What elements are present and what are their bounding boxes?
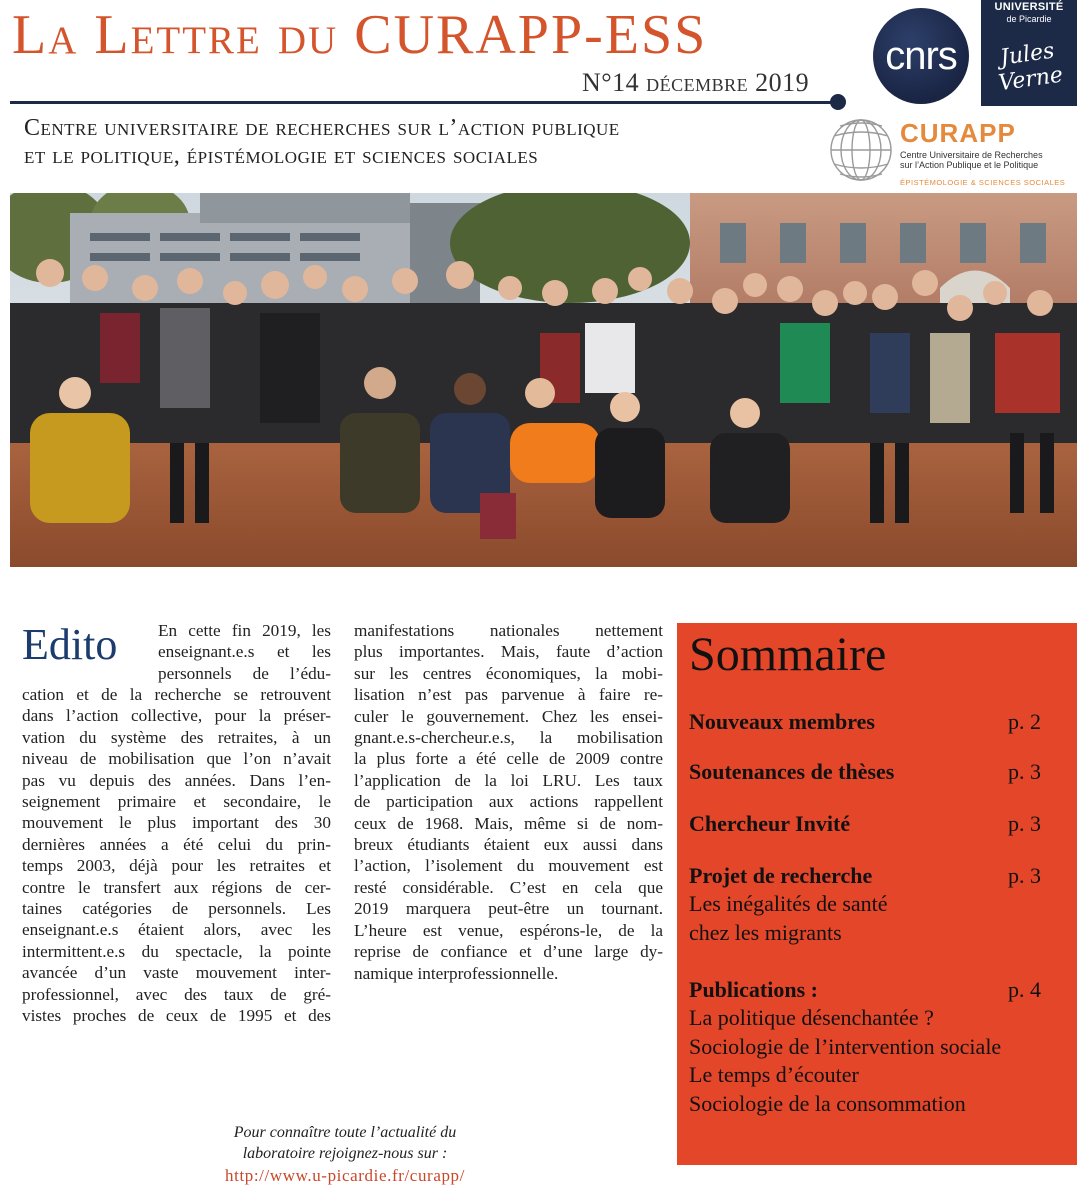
toc-item-label: Chercheur Invité bbox=[689, 811, 851, 836]
upjv-logo-signature: Jules Verne bbox=[997, 38, 1065, 97]
edito-line: En cette fin 2019, les bbox=[158, 621, 331, 640]
header-rule-dot bbox=[830, 94, 846, 110]
edito-line: l’application de la loi LRU. Les taux bbox=[354, 770, 663, 790]
cnrs-logo bbox=[873, 8, 969, 104]
toc-item-chercheur-invite[interactable] bbox=[689, 810, 1041, 838]
edito-line: 2019 marquera peut-être un tournant. bbox=[354, 899, 663, 919]
edito-line: mouvement le plus important des 30 bbox=[22, 813, 331, 833]
toc-subitem: Les inégalités de santé bbox=[689, 891, 888, 916]
edito-line: culer le gouvernement. Chez les ensei- bbox=[354, 706, 663, 726]
lab-full-name-line-1: Centre universitaire de recherches sur l’action publique bbox=[24, 115, 620, 141]
toc-subitem: Sociologie de l’intervention sociale bbox=[689, 1033, 1002, 1059]
footer-note-line-1: Pour connaître toute l’actualité du bbox=[233, 1124, 457, 1141]
toc-item-page: p. 3 bbox=[1008, 759, 1041, 784]
toc-subitem: Sociologie de la consommation bbox=[689, 1090, 966, 1116]
lab-full-name bbox=[24, 114, 824, 170]
cnrs-logo-text: cnrs bbox=[885, 33, 957, 78]
edito-line: sur les centres économiques, la mobi- bbox=[354, 663, 663, 683]
edito-line: manifestations nationales nettement bbox=[354, 621, 663, 640]
curapp-logo-description-line-2: sur l’Action Publique et le Politique bbox=[900, 160, 1039, 170]
curapp-logo-description-line-1: Centre Universitaire de Recherches bbox=[900, 150, 1043, 160]
toc-item-page: p. 3 bbox=[1008, 863, 1041, 888]
group-photo-illustration bbox=[10, 193, 1077, 567]
toc-item-label: Nouveaux membres bbox=[689, 709, 875, 734]
curapp-logo-description bbox=[900, 150, 1070, 170]
lab-full-name-line-2: et le politique, épistémologie et sciences sociales bbox=[24, 143, 539, 169]
edito-text-intro bbox=[158, 620, 331, 684]
edito-line: L’heure est venue, espérons-le, de la bbox=[354, 920, 663, 940]
edito-line: cation et de la recherche se retrouvent bbox=[22, 685, 331, 704]
masthead bbox=[12, 2, 842, 97]
toc-item-label: Projet de recherche bbox=[689, 863, 873, 888]
upjv-logo bbox=[981, 0, 1077, 106]
curapp-logo bbox=[826, 110, 1078, 192]
toc-item-label: Soutenances de thèses bbox=[689, 759, 895, 784]
toc-subitem: Le temps d’écouter bbox=[689, 1062, 859, 1087]
upjv-logo-mid: de Picardie bbox=[1006, 14, 1052, 24]
curapp-logo-tagline: ÉPISTÉMOLOGIE & SCIENCES SOCIALES bbox=[900, 178, 1066, 187]
edito-line: de participation aux actions rappellent bbox=[354, 792, 663, 812]
edito-line: avancée d’un vaste mouvement inter- bbox=[22, 963, 331, 983]
edito-line: seignement primaire et secondaire, le bbox=[22, 792, 331, 812]
edito-line: personnels de l’édu- bbox=[158, 663, 331, 683]
edito-line: resté considérable. C’est en cela que bbox=[354, 877, 663, 897]
globe-icon bbox=[828, 114, 894, 184]
footer-note-line-2: laboratoire rejoignez-nous sur : bbox=[242, 1145, 448, 1162]
toc-item-page: p. 3 bbox=[1008, 811, 1041, 836]
toc-item-label: Publications : bbox=[689, 977, 818, 1002]
curapp-logo-name: CURAPP bbox=[900, 118, 1016, 148]
edito-line: la plus forte a été celle de 2009 contre bbox=[354, 749, 663, 769]
toc-item-publications[interactable] bbox=[689, 976, 1041, 1118]
edito-text-column-1 bbox=[22, 684, 331, 1027]
edito-line: contre le transfert aux régions de cer- bbox=[22, 877, 331, 897]
edito-line: intermittent.e.s du spectacle, la pointe bbox=[22, 941, 331, 961]
issue-number-date: N°14 décembre 2019 bbox=[582, 68, 810, 97]
group-photo bbox=[10, 193, 1077, 567]
edito-line: namique interprofessionnelle. bbox=[354, 963, 559, 983]
header-rule bbox=[10, 101, 836, 104]
edito-line: temps 2003, déjà pour les retraites et bbox=[22, 856, 331, 876]
edito-line: l’action, l’isolement du mouvement est bbox=[354, 856, 663, 876]
newsletter-title: La Lettre du CURAPP-ESS bbox=[12, 4, 708, 66]
toc-item-page: p. 4 bbox=[1008, 977, 1041, 1002]
edito-line: breux étudiants étaient eux aussi dans bbox=[354, 835, 663, 855]
edito-line: niveau de mobilisation que l’on n’avait bbox=[22, 749, 331, 769]
edito-line: plus importantes. Mais, faute d’action bbox=[354, 642, 663, 662]
edito-line: pas vu depuis des années. Dans l’en- bbox=[22, 770, 331, 790]
edito-line: taines catégories de personnels. Les bbox=[22, 899, 331, 919]
table-of-contents bbox=[677, 623, 1077, 1165]
edito-line: lisation n’est pas parvenue à faire re- bbox=[354, 685, 663, 705]
edito-line: enseignant.e.s étaient alors, avec les bbox=[22, 920, 331, 940]
edito-line: dernières années a été celui du prin- bbox=[22, 834, 331, 854]
lab-website-link[interactable]: http://www.u-picardie.fr/curapp/ bbox=[225, 1166, 465, 1185]
footer-note bbox=[180, 1122, 510, 1164]
edito-line: enseignant.e.s et les bbox=[158, 642, 331, 662]
edito-line: vistes proches de ceux de 1995 et des bbox=[22, 1006, 331, 1026]
edito-line: ceux de 1968. Mais, même si de nom- bbox=[354, 813, 663, 833]
toc-item-projet-recherche[interactable] bbox=[689, 862, 1041, 947]
edito-heading: Edito bbox=[22, 620, 118, 669]
edito-text-column-2 bbox=[354, 620, 663, 984]
toc-item-soutenances[interactable] bbox=[689, 758, 1041, 786]
toc-item-nouveaux-membres[interactable] bbox=[689, 708, 1041, 736]
edito-line: professionnel, avec des taux de gré- bbox=[22, 984, 331, 1004]
toc-item-page: p. 2 bbox=[1008, 709, 1041, 734]
edito-line: reprise de confiance et d’une large dy- bbox=[354, 942, 663, 962]
edito-line: gnant.e.s-chercheur.e.s, la mobilisation bbox=[354, 728, 663, 748]
edito-line: dans l’action collective, pour la préser- bbox=[22, 706, 331, 726]
toc-subitem: La politique désenchantée ? bbox=[689, 1005, 934, 1030]
upjv-logo-top: UNIVERSITÉ bbox=[994, 1, 1064, 13]
sommaire-title: Sommaire bbox=[689, 628, 887, 681]
edito-line: vation du système des retraites, à un bbox=[22, 727, 331, 747]
toc-subitem: chez les migrants bbox=[689, 919, 842, 945]
